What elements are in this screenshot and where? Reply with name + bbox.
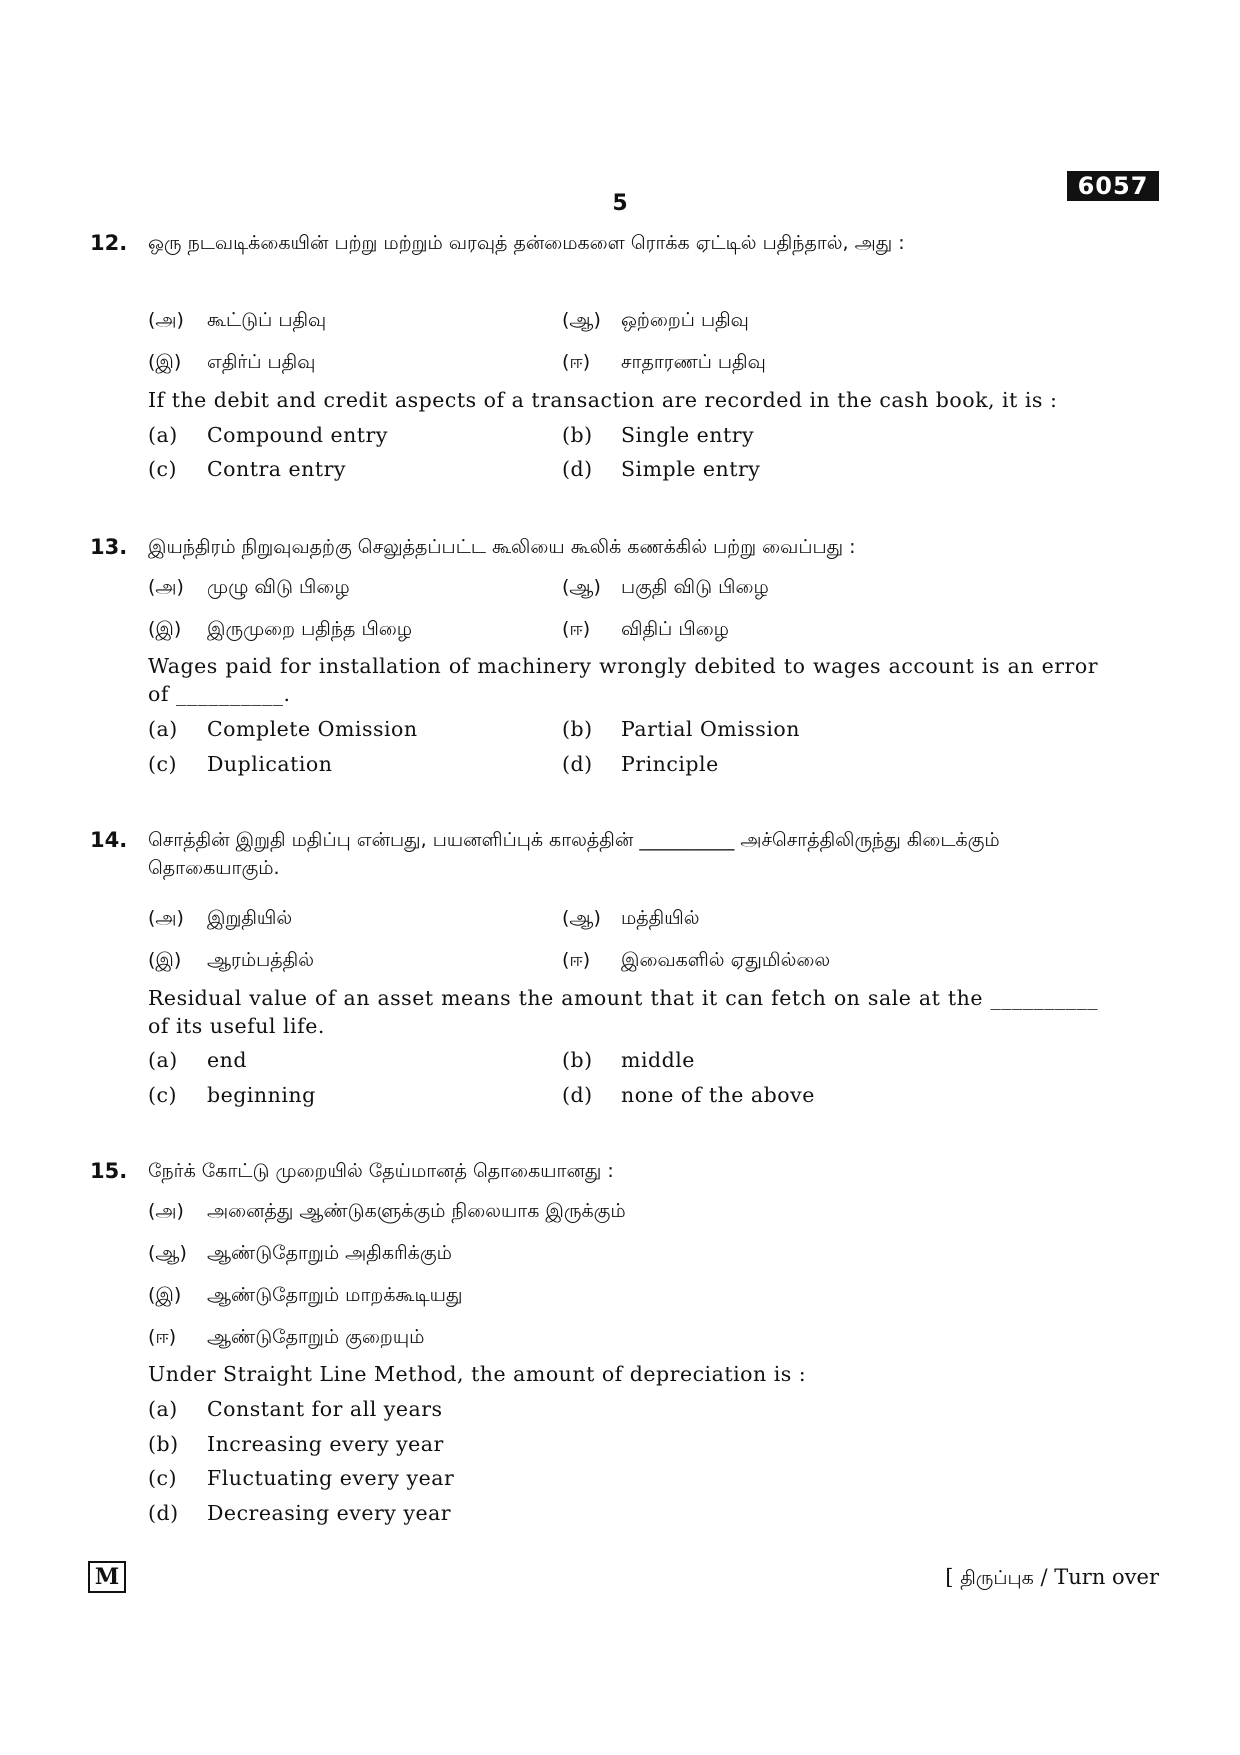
option-text: Constant for all years: [207, 1397, 443, 1421]
option-text: Fluctuating every year: [207, 1466, 455, 1490]
question-tamil-stem: நேர்க் கோட்டு முறையில் தேய்மானத் தொகையானது :: [148, 1160, 614, 1182]
option-text: Compound entry: [207, 423, 388, 447]
option-text: Duplication: [207, 752, 333, 776]
option-text: முழு விடு பிழை: [207, 576, 350, 598]
option-label: (ஆ): [562, 576, 601, 598]
turn-over-note: [945, 1563, 1159, 1592]
option-text: none of the above: [621, 1083, 815, 1107]
option-text: Complete Omission: [207, 717, 418, 741]
question-english-stem: Under Straight Line Method, the amount of depreciation is :: [148, 1362, 807, 1386]
option-text: பகுதி விடு பிழை: [621, 576, 769, 598]
option-label: (ஈ): [562, 618, 591, 640]
option-text: ஆண்டுதோறும் மாறக்கூடியது: [207, 1284, 463, 1306]
option-label: (அ): [148, 907, 184, 929]
option-text: ஆண்டுதோறும் அதிகரிக்கும்: [207, 1242, 452, 1264]
option-text: Increasing every year: [207, 1432, 444, 1456]
option-text: இருமுறை பதிந்த பிழை: [207, 618, 413, 640]
option-label: (ஈ): [562, 351, 591, 373]
option-label: (ஆ): [562, 907, 601, 929]
option-label: (b): [148, 1432, 179, 1456]
option-label: (ஆ): [562, 309, 601, 331]
option-label: (b): [562, 1048, 593, 1072]
option-text: Contra entry: [207, 457, 346, 481]
option-text: beginning: [207, 1083, 316, 1107]
paper-code-badge: 6057: [1067, 171, 1159, 201]
option-label: (c): [148, 752, 177, 776]
question-tamil-stem: சொத்தின் இறுதி மதிப்பு என்பது, பயனளிப்புக் காலத்தின் __________ அச்சொத்திலிருந்து கிடைக்கும் தொகையாகும்.: [148, 829, 1000, 879]
option-text: Partial Omission: [621, 717, 800, 741]
option-text: கூட்டுப் பதிவு: [207, 309, 327, 331]
option-label: (a): [148, 717, 178, 741]
option-text: end: [207, 1048, 247, 1072]
turn-over-tamil: திருப்புக: [960, 1567, 1034, 1589]
option-text: middle: [621, 1048, 695, 1072]
option-label: (அ): [148, 1200, 184, 1222]
option-label: (d): [562, 1083, 593, 1107]
option-text: Simple entry: [621, 457, 761, 481]
option-text: இறுதியில்: [207, 907, 293, 929]
option-label: (அ): [148, 309, 184, 331]
option-label: (d): [562, 752, 593, 776]
option-label: (ஈ): [148, 1326, 177, 1348]
option-label: (இ): [148, 618, 182, 640]
option-text: ஆண்டுதோறும் குறையும்: [207, 1326, 425, 1348]
option-label: (இ): [148, 949, 182, 971]
medium-mark-box: M: [88, 1561, 126, 1593]
option-text: விதிப் பிழை: [621, 618, 729, 640]
question-number: 13.: [90, 535, 128, 559]
option-label: (a): [148, 1397, 178, 1421]
option-label: (ஆ): [148, 1242, 187, 1264]
turn-over-separator: /: [1040, 1565, 1048, 1589]
option-label: (d): [148, 1501, 179, 1525]
option-text: இவைகளில் ஏதுமில்லை: [621, 949, 831, 971]
option-label: (c): [148, 1083, 177, 1107]
question-tamil-stem: ஒரு நடவடிக்கையின் பற்று மற்றும் வரவுத் தன்மைகளை ரொக்க ஏட்டில் பதிந்தால், அது :: [148, 232, 905, 254]
option-text: Single entry: [621, 423, 755, 447]
option-label: (a): [148, 1048, 178, 1072]
turn-over-english: Turn over: [1054, 1565, 1159, 1589]
option-text: Principle: [621, 752, 719, 776]
question-english-stem: Residual value of an asset means the amount that it can fetch on sale at the __________ of its useful life.: [148, 986, 1098, 1038]
option-label: (d): [562, 457, 593, 481]
question-english-stem: Wages paid for installation of machinery wrongly debited to wages account is an error of __________.: [148, 654, 1098, 706]
page-number: 5: [612, 191, 628, 216]
option-label: (இ): [148, 351, 182, 373]
question-number: 15.: [90, 1159, 128, 1183]
question-number: 14.: [90, 828, 128, 852]
option-label: (b): [562, 717, 593, 741]
option-label: (a): [148, 423, 178, 447]
option-label: (c): [148, 457, 177, 481]
option-text: ஆரம்பத்தில்: [207, 949, 314, 971]
question-number: 12.: [90, 231, 128, 255]
option-text: சாதாரணப் பதிவு: [621, 351, 766, 373]
question-tamil-stem: இயந்திரம் நிறுவுவதற்கு செலுத்தப்பட்ட கூலியை கூலிக் கணக்கில் பற்று வைப்பது :: [148, 536, 856, 558]
option-text: Decreasing every year: [207, 1501, 452, 1525]
option-label: (b): [562, 423, 593, 447]
option-text: மத்தியில்: [621, 907, 700, 929]
option-label: (ஈ): [562, 949, 591, 971]
option-label: (c): [148, 1466, 177, 1490]
turn-over-open-bracket: [: [945, 1565, 954, 1589]
option-text: எதிர்ப் பதிவு: [207, 351, 316, 373]
question-english-stem: If the debit and credit aspects of a transaction are recorded in the cash book, it is :: [148, 388, 1058, 412]
option-label: (அ): [148, 576, 184, 598]
option-label: (இ): [148, 1284, 182, 1306]
option-text: ஒற்றைப் பதிவு: [621, 309, 749, 331]
option-text: அனைத்து ஆண்டுகளுக்கும் நிலையாக இருக்கும்: [207, 1200, 626, 1222]
